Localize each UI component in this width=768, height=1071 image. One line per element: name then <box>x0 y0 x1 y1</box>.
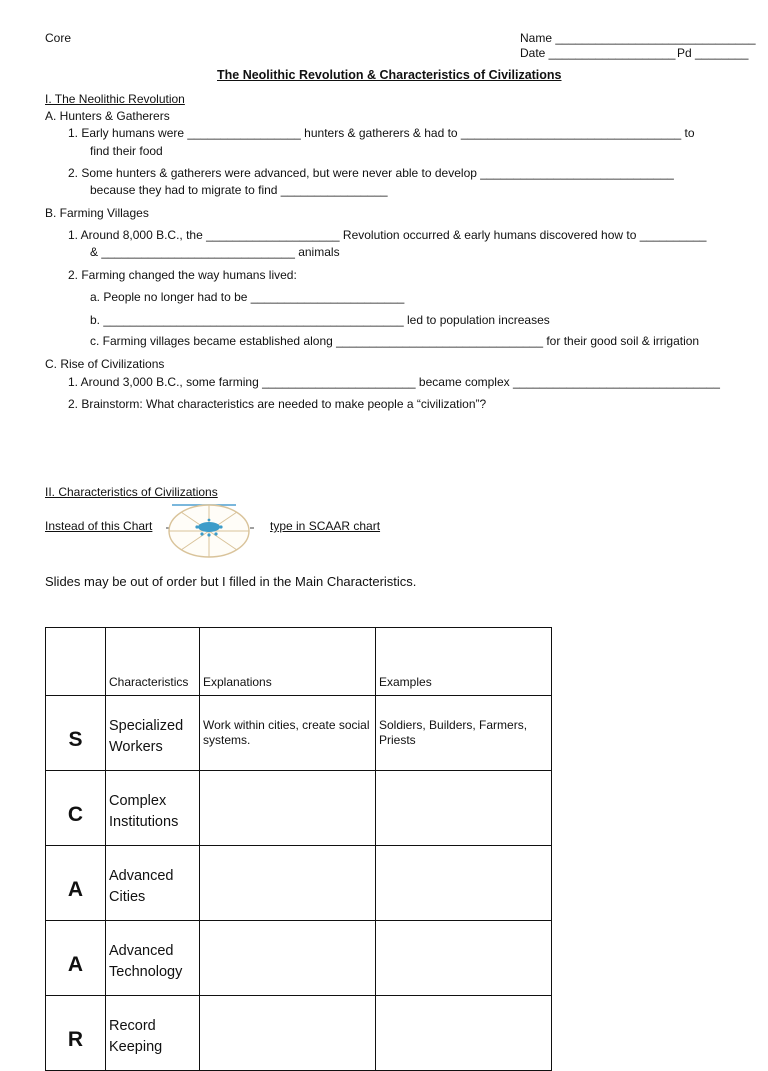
table-row <box>46 996 552 1071</box>
c2: 2. Brainstorm: What characteristics are needed to make people a “civilization”? <box>68 397 487 411</box>
row-explanation[interactable] <box>200 846 376 921</box>
section-1-heading: I. The Neolithic Revolution <box>45 92 185 106</box>
row-explanation[interactable]: Work within cities, create social systems. <box>200 696 376 771</box>
row-characteristic <box>106 696 200 771</box>
instruction-note: Slides may be out of order but I filled in the Main Characteristics. <box>45 574 417 589</box>
characteristic-line2: Institutions <box>109 814 179 830</box>
characteristic-line2: Technology <box>109 964 183 980</box>
table-row <box>46 696 552 771</box>
instead-chart-label: Instead of this Chart <box>45 519 153 533</box>
header-characteristics: Characteristics <box>106 628 200 696</box>
scaar-table <box>45 627 552 1071</box>
table-row <box>46 921 552 996</box>
course-label: Core <box>45 31 72 45</box>
scaar-chart-label: type in SCAAR chart <box>270 519 381 533</box>
header-letter <box>46 628 106 696</box>
row-explanation[interactable] <box>200 996 376 1071</box>
subsection-a-heading: A. Hunters & Gatherers <box>45 109 170 123</box>
row-letter: R <box>46 996 106 1071</box>
characteristic-line2: Cities <box>109 889 146 905</box>
c1: 1. Around 3,000 B.C., some farming _______________________ became complex _______________________________ <box>68 375 720 389</box>
page-title: The Neolithic Revolution & Characteristics of Civilizations <box>217 68 562 82</box>
row-characteristic <box>106 846 200 921</box>
characteristics-wheel-icon <box>166 502 254 560</box>
b2-a: a. People no longer had to be _______________________ <box>90 290 405 304</box>
a1-line1: 1. Early humans were _________________ hunters & gatherers & had to _________________________________ to <box>68 126 695 140</box>
table-row <box>46 846 552 921</box>
row-examples[interactable] <box>376 846 552 921</box>
b1-line1: 1. Around 8,000 B.C., the ____________________ Revolution occurred & early humans discovered how to __________ <box>68 228 707 242</box>
a2-line1: 2. Some hunters & gatherers were advanced, but were never able to develop _____________________________ <box>68 166 674 180</box>
table-header-row <box>46 628 552 696</box>
characteristic-line1: Complex <box>109 793 167 809</box>
row-characteristic <box>106 921 200 996</box>
row-characteristic <box>106 771 200 846</box>
header-examples: Examples <box>376 628 552 696</box>
a2-line2: because they had to migrate to find ________________ <box>90 183 388 197</box>
row-letter: C <box>46 771 106 846</box>
row-examples[interactable] <box>376 771 552 846</box>
b2-b: b. _____________________________________________ led to population increases <box>90 313 550 327</box>
b2: 2. Farming changed the way humans lived: <box>68 268 297 282</box>
subsection-b-heading: B. Farming Villages <box>45 206 149 220</box>
b1-line2: & _____________________________ animals <box>90 245 340 259</box>
date-field[interactable]: Date ___________________ <box>520 46 676 60</box>
characteristic-line1: Specialized <box>109 718 184 734</box>
row-letter: S <box>46 696 106 771</box>
section-2-heading: II. Characteristics of Civilizations <box>45 485 218 499</box>
row-examples[interactable] <box>376 996 552 1071</box>
row-examples[interactable] <box>376 921 552 996</box>
b2-c: c. Farming villages became established along _______________________________ for their good soil & irrigation <box>90 334 700 348</box>
row-characteristic <box>106 996 200 1071</box>
characteristic-line1: Advanced <box>109 943 174 959</box>
name-field[interactable]: Name ______________________________ <box>520 31 756 45</box>
characteristic-line1: Advanced <box>109 868 174 884</box>
characteristic-line2: Keeping <box>109 1039 163 1055</box>
table-row <box>46 771 552 846</box>
subsection-c-heading: C. Rise of Civilizations <box>45 357 165 371</box>
period-field[interactable]: Pd ________ <box>677 46 749 60</box>
characteristic-line1: Record <box>109 1018 156 1034</box>
row-letter: A <box>46 846 106 921</box>
row-explanation[interactable] <box>200 771 376 846</box>
header-explanations: Explanations <box>200 628 376 696</box>
row-explanation[interactable] <box>200 921 376 996</box>
a1-line2: find their food <box>90 144 163 158</box>
row-examples[interactable]: Soldiers, Builders, Farmers, Priests <box>376 696 552 771</box>
characteristic-line2: Workers <box>109 739 163 755</box>
row-letter: A <box>46 921 106 996</box>
